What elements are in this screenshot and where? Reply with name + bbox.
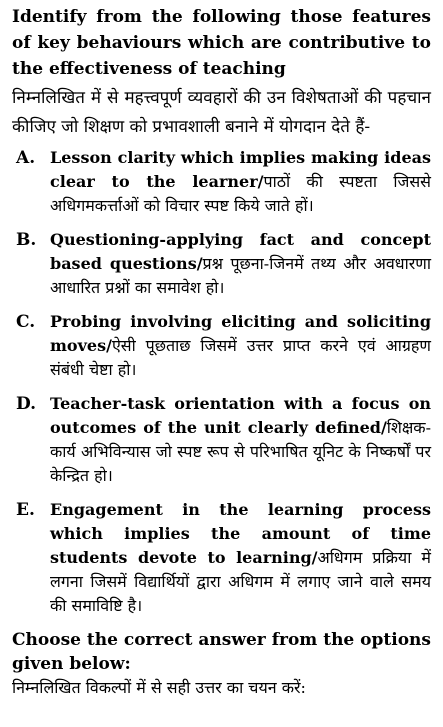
option-letter: D. — [16, 394, 37, 414]
option-letter: B. — [16, 230, 37, 250]
question-text-english: Identify from the following those features of key behaviours which are contributive to the effectiveness of teaching — [12, 7, 431, 79]
option-text-english: Engagement in the learning process which implies the amount of time students devote to learning/ — [50, 500, 431, 567]
question-text-hindi: निम्नलिखित में से महत्त्वपूर्ण व्यवहारों की उन विशेषताओं की पहचान कीजिए जो शिक्षण को प्रभावशाली बनाने में योगदान देते हैं- — [12, 88, 431, 137]
options-list — [12, 146, 431, 618]
instruction-block — [12, 628, 431, 700]
option-a — [12, 146, 431, 218]
option-text-hindi: ऐसी पूछताछ जिसमें उत्तर प्राप्त करने एवं आग्रहण संबंधी चेष्टा हो। — [50, 336, 431, 379]
option-text — [50, 498, 431, 618]
option-text-english: Probing involving eliciting and soliciting moves/ — [50, 312, 431, 355]
option-d — [12, 392, 431, 488]
option-text-hindi: पाठों की स्पष्टता जिससे अधिगमकर्त्ताओं को विचार स्पष्ट किये जाते हों। — [50, 172, 431, 215]
option-letter: E. — [16, 500, 35, 520]
option-text-hindi: प्रश्न पूछना-जिनमें तथ्य और अवधारणा आधारित प्रश्नों का समावेश हो। — [50, 254, 431, 297]
option-text-hindi: शिक्षक-कार्य अभिविन्यास जो स्पष्ट रूप से परिभाषित यूनिट के निष्कर्षों पर केन्द्रित हो। — [50, 418, 431, 485]
option-text — [50, 228, 431, 300]
option-text — [50, 146, 431, 218]
option-text — [50, 392, 431, 488]
option-e — [12, 498, 431, 618]
option-text-english: Teacher-task orientation with a focus on outcomes of the unit clearly defined/ — [50, 394, 431, 437]
option-letter: C. — [16, 312, 36, 332]
question-block — [12, 4, 431, 142]
instruction-text-english: Choose the correct answer from the options given below: — [12, 630, 431, 674]
instruction-text-hindi: निम्नलिखित विकल्पों में से सही उत्तर का चयन करें: — [12, 678, 306, 697]
option-text-hindi: अधिगम प्रक्रिया में लगना जिसमें विद्यार्थियों द्वारा अधिगम में लगाए जाने वाले समय की समाविष्टि है। — [50, 548, 432, 615]
option-text-english: Lesson clarity which implies making ideas clear to the learner/ — [50, 148, 431, 191]
option-c — [12, 310, 431, 382]
option-text — [50, 310, 431, 382]
option-letter: A. — [16, 148, 36, 168]
option-text-english: Questioning-applying fact and concept based questions/ — [50, 230, 431, 273]
option-b — [12, 228, 431, 300]
